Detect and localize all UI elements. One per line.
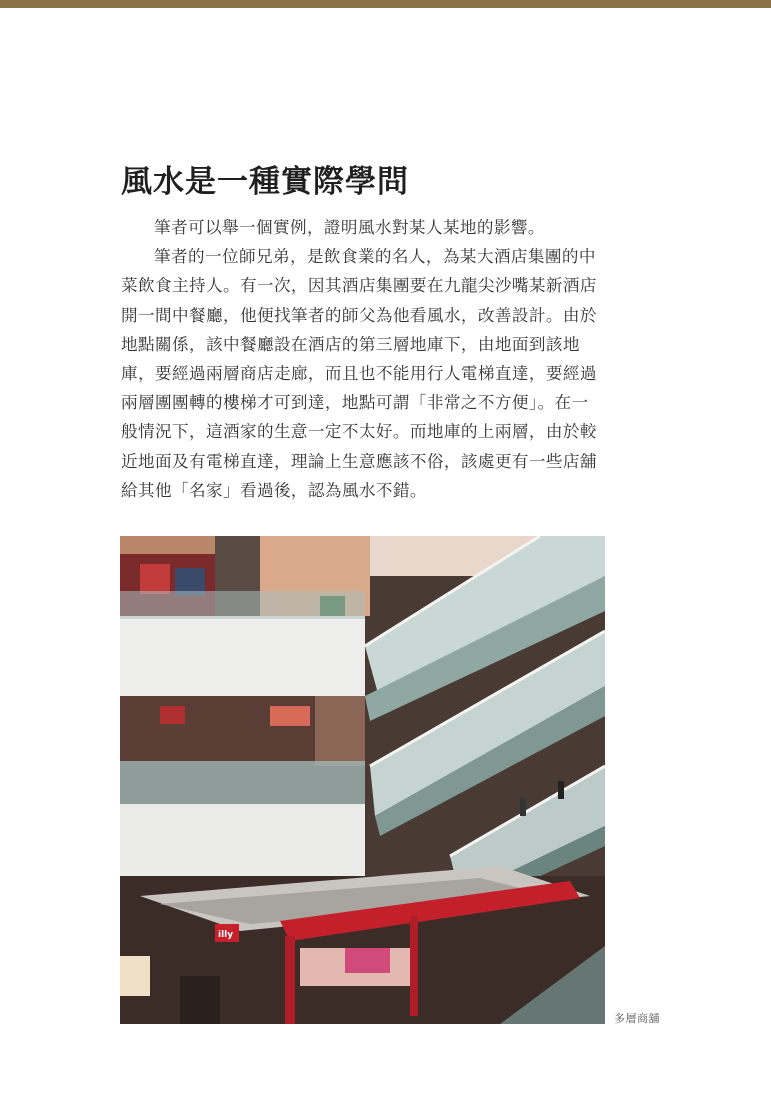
top-decorative-band — [0, 0, 771, 8]
mall-photo — [120, 536, 605, 1024]
paragraph-2: 筆者的一位師兄弟，是飲食業的名人，為某大酒店集團的中菜飲食主持人。有一次，因其酒店集團要在九龍尖沙嘴某新酒店開一間中餐廳，他便找筆者的師父為他看風水，改善設計。由於地點關係，該中餐廳設在酒店的第三層地庫下，由地面到該地庫，要經過兩層商店走廊，而且也不能用行人電梯直達，要經過兩層團團轉的樓梯才可到達，地點可謂「非常之不方便」。在一般情況下，這酒家的生意一定不太好。而地庫的上兩層，由於較近地面及有電梯直達，理論上生意應該不俗，該處更有一些店舖給其他「名家」看過後，認為風水不錯。 — [121, 247, 597, 500]
illy-sign: illy — [218, 930, 234, 940]
body-text — [121, 213, 605, 505]
photo-caption: 多層商舖 — [614, 1012, 660, 1025]
page-title: 風水是一種實際學問 — [121, 164, 409, 200]
paragraph-1: 筆者可以舉一個實例，證明風水對某人某地的影響。 — [154, 218, 545, 237]
